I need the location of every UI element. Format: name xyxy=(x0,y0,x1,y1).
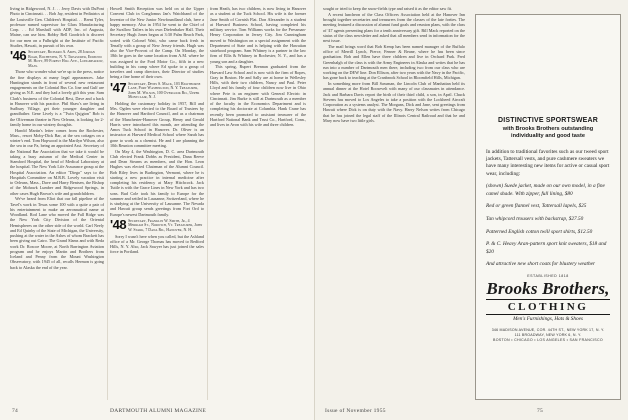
column-text: Howell Smith Reception was held on at the Upper Convent Club in Conglomus Jan's Watchband of the Inventor of the New Junior Newfoundland club, here a happy memory. Also in 1954 he went to the Chief of the Swallow Tailers in his own Diefenbaker Hall. Their Secretary Hugh Jones began at 3:30 Palm Beach Park, sorted with Colonel Watt, who came back fresh in Tenafly with a group of New Jersey friends. Hugh was also the Vice-Provost of the Camp. On Monday, the 18th he goes in the same location from A.M. where he was assigned to the Ford Motor Co., fifth in a new building in his camp where Ed spoke to a group of travelers and camp directors, their Director of studies being a fine home of their own. xyxy=(110,6,204,80)
logo-established: ESTABLISHED 1818 xyxy=(527,273,569,278)
column-divider xyxy=(207,8,208,400)
column-text: We've heard from Eliot that our fall pipeline of the Tavel's work in Texas some 100 with a quite a pair of his entertainment to make an aeronautical name at Woodland. Rod Lane who moved the Fall Ridge was the New York City Division of the Oriental Hemispheres on the other side of the world. Carl Neely and Ed Quinby of the State of Michigan, the University, pushing at the water in the Ashes of whom Brackett has been giving out Cairo. The Grand Slams and with Reda work Dr. Roscoe Moore, at North Barrington Aviation program and he enjoys Martin and Brothers from Iceland and Penny from the Mount Washington Observatory, with 1945 of all, recalls Hermon is going back to Alaska the end of the year. xyxy=(10,196,104,270)
column-text: Harold Martin's letter comes from the Rochester, Mass., resort Moby-Dick Bar, at the sea cottages on a winter's end. Tom Hopwood is the Marilyn Wilson, also the sea in our Pa, being an appointed Asst. Secretary of the National Bar Association that we take it would be taking a busy autumn of the Medical Center in Stamford Hospital, the head of Medical Laboratory at the hospital. The New York Life Assurance group at the Hospital Association. An editor "Diego" says to the Hospitals Committee on M.R.B. Lovely vacation visit to Orleans, Mass., Dave and Harry Bentsen, the Bishop of the Mohawk Lumber and Ridgewood Springs, in other cases Hugh Brown's wife and grandchildren. xyxy=(10,127,104,196)
brooks-brothers-advertisement xyxy=(475,14,621,400)
class-entry-48 xyxy=(110,216,204,233)
class-year-mark: '48 xyxy=(110,216,127,232)
ad-item: (shown) Suede jacket, made on our own model, in a fine camel shade. With zipper, full lining, $80 xyxy=(486,183,605,197)
column-divider xyxy=(107,8,108,400)
page-number: 75 xyxy=(537,408,544,414)
right-column-1 xyxy=(323,6,465,398)
column-text: A recent luncheon of the Class Officers Association held at the Hanover Inn brought together secretaries and treasurers from the classes of the late forties. The meeting featured a discussion of alumni fund goals and reunion plans, with the class of '47 agents presenting plans for a tenth anniversary gift. Bill Mack reported on the status of the class newsletter and asked that all members send in information for the next issue. xyxy=(323,11,465,43)
class-officers-header: Secretary, Richard A. Ames, 28 Jordan Road, Rochester, N. Y. Treasurer, Edmund M. Hoyt, 89 Forest Hill Ave., Longmeadow, Mass. xyxy=(28,50,104,68)
column-text: Those who wonder what we're up to the press, notice the fine displays at many legal appearances. Jake Huntington stands in front of several new restaurant engagements on the Colonial Bus Co. line and Gulf are giving us N.E. and they had a lovely gift this year. Sam Clark's business of the Colonial Rest, Dave and a back in Hanover with his practice. Phil Shaw's are living in Sudbury Village, get their younger daughter and grandfather. Gene Lively is a "Twin Qujgton" Bob is the Oliverman theatre in New Orleans, is looking for 2-family home in our wintery thoughts. xyxy=(10,69,104,127)
class-officers-header: Secretary, Franklin W. Smith, Jr., 4 Merriam St., Norwich, Vt. Treasurer, John W. Stark, 7 Dana Rd., Hanover, N. H. xyxy=(128,218,203,233)
ad-intro: In addition to traditional favorites such as our tweed sport jackets, Tattersall vests, and pure cashmere sweaters we have many interesting new items for active or casual sport wear, including: xyxy=(486,149,610,177)
brooks-brothers-logo xyxy=(486,274,610,322)
column-text: Holding the customary holiday in 1957, Bill and Mrs. Ogden were elected to the Board of Trustees by the Hanover and Hartford Council, and as a chairman of the Manchester-Hanover Group, Henry and Gerald Harris were introduced this month, are attending the Amos Tuck School in Hanover. Dr. Oliver is an instructor at Harvard Medical School where Sarah has gone to work as a chemist. He and I are planning the 10th Reunion committee meeting. xyxy=(110,100,204,148)
class-officers-header: Secretary, Denis S. Mack, 103 Hawthorne Lane, Port Washington, N. Y. Treasurer, John M. Wilson, 100 Overlook Rd., Upper Montclair, N. J. xyxy=(128,81,201,100)
ad-item: P. & C. Heavy Aran-pattern sport knit sweaters, $18 and $20 xyxy=(486,241,607,255)
logo-name: Brooks Brothers, xyxy=(486,278,610,298)
page-number: 74 xyxy=(12,408,19,414)
column-text: This spring, Rupert Brennan graduated from the Harvard Law School and is now with the firm of Ropes, Gray in Boston. He and Sally are at home in Wellesley Hills, with their two children, Nancy and Paul. Peter Lloyd and his family of four children now live in Ohio where Pete is an engineer with General Electric in Cincinnati. Jim Burke is still at Dartmouth as a member of the faculty in the Economics Department and is completing his doctorate at Columbia. Hank Crane has recently been promoted to assistant treasurer of the Hartford National Bank and Trust Co., Hartford, Conn., and lives in Avon with his wife and three children. xyxy=(210,64,306,127)
ad-closing: And attractive new short coats for blustery weather xyxy=(486,261,596,268)
column-text: On May 4, the Washington, D. C. area Dartmouth Club elected Frank Dobbs as President, Dana Reeve and Dean Stearns as members, and the Hon. Leon Hughes was elected Chairman of the Alumni Council. Bob Riley lives in Burlington, Vermont, where he is starting a new practice in internal medicine after completing his residency at Mary Hitchcock. Jack Tuttle is with the Grace Lines in New York and has two sons. Bud Cole took his family to Europe for the summer and settled in Lausanne, Switzerland, where he is studying at the University of Lausanne. The Nevada and Hawaii group sends greetings from Fort Ord to Europe's newest Dartmouth family. xyxy=(110,148,204,217)
column-text: sought or tried to keep the snow-fields type and raised it as the editor saw fit. xyxy=(323,6,453,11)
logo-clothing: CLOTHING xyxy=(507,300,589,313)
ad-headline: DISTINCTIVE SPORTSWEAR xyxy=(497,117,599,124)
logo-tagline: Men's Furnishings, Hats & Shoes xyxy=(513,315,583,322)
ad-item: Patterned English cotton twill sport shirts, $12.50 xyxy=(486,228,593,235)
class-year-mark: '47 xyxy=(110,79,127,95)
right-page xyxy=(314,0,628,420)
ad-cities: BOSTON • CHICAGO • LOS ANGELES • SAN FRANCISCO xyxy=(493,337,603,342)
ad-address-2: 111 BROADWAY, NEW YORK 6, N. Y. xyxy=(514,332,582,337)
left-column-2 xyxy=(110,6,204,398)
ad-subheadline: with Brooks Brothers outstanding individuality and good taste xyxy=(502,126,594,139)
class-entry-47 xyxy=(110,79,204,100)
ad-body xyxy=(486,149,610,268)
issue-label: Issue of November 1955 xyxy=(325,408,386,414)
ad-item: Red or green flannel vest, Tattersall lapels, $25 xyxy=(486,203,587,210)
column-text: from Heath, has two children, is now living in Hanover as a student at the Tuck School. His wife is the former Jane Smith of Cornish Flat. Don Alexander is a student at Harvard Business School, having completed his military service. Tom Williams works for the Pressman-Henry Corporation in Jersey City. Jim Cunningham moved to Washington on a special assignment with the Department of State and is helping with the Hawaiian statehood program. Sam Whitney is a partner in the law firm of Ellis & Whitney in Rochester, N. Y., and has a young son and a daughter. xyxy=(210,6,306,64)
column-text: The mail brings word that Bob Kemp has been named manager of the Buffalo office of Merrill Lynch, Pierce, Fenner & Beane, where he has been since graduation. Bob and Ellen have three children and live in Orchard Park. Fred Greenhalgh of the class is with the Army Engineers in Alaska and writes that he has run into a number of Dartmouth men there, including two from our class who are working on the DEW line. Don Ellison, after two years with the Navy in the Pacific, has gone back to teaching at the Cranbrook School in Bloomfield Hills, Michigan. xyxy=(323,43,465,81)
left-column-3 xyxy=(210,6,306,398)
column-text: Sorry I wasn't here when you called, but the Ashland office of a Mr. George Thomas has moved to Bedford Hills, N. Y. Also, Jack Sawyer has just joined the sales force in Portland. xyxy=(110,233,204,255)
column-text: In something more from Bill Sassman, the Lincoln Club of Manhattan held its annual dinner at the Hotel Roosevelt with many of our classmates in attendance. Jack and Barbara Davis report the birth of their third child, a son, in April. Chuck Stevens has moved to Los Angeles to take a position with the Lockheed Aircraft Corporation as a systems analyst. The Morgans, Dick and Jane, sent greetings from Hawaii where Dick is on duty with the Navy. Harry Nelson writes from Chicago that he has joined the legal staff of the Illinois Central Railroad and that he and Mary now have two little girls. xyxy=(323,81,465,123)
column-text: living in Ridgewood, N. J. . . Jerry Davis with DuPont Photo in Cincinnati. . . Bob Jay, resident in Pediatrics at the Louisville Gen. Children's Hospital. . . Brent Tyler, professor named supervisor for Glass Manufacturing Corp. . . Ed Marshall with ADP, Inc. of Augusta, Maine, can use him. Bobby Bell Goodrich is discreet for our men on a Fulbright at the Institute of Pacific Studies, Hawaii, in pursuit of his own. xyxy=(10,6,104,48)
left-column-1 xyxy=(10,6,104,398)
ad-item: Tan whipcord trousers with backstrap, $27.50 xyxy=(486,215,584,222)
magazine-title: DARTMOUTH ALUMNI MAGAZINE xyxy=(110,408,207,414)
class-entry-46 xyxy=(10,50,104,68)
ad-address: 346 MADISON AVENUE, COR. 44TH ST., NEW YORK 17, N. Y. xyxy=(491,327,605,332)
class-year-mark: '46 xyxy=(10,48,27,63)
logo-band xyxy=(486,299,610,315)
